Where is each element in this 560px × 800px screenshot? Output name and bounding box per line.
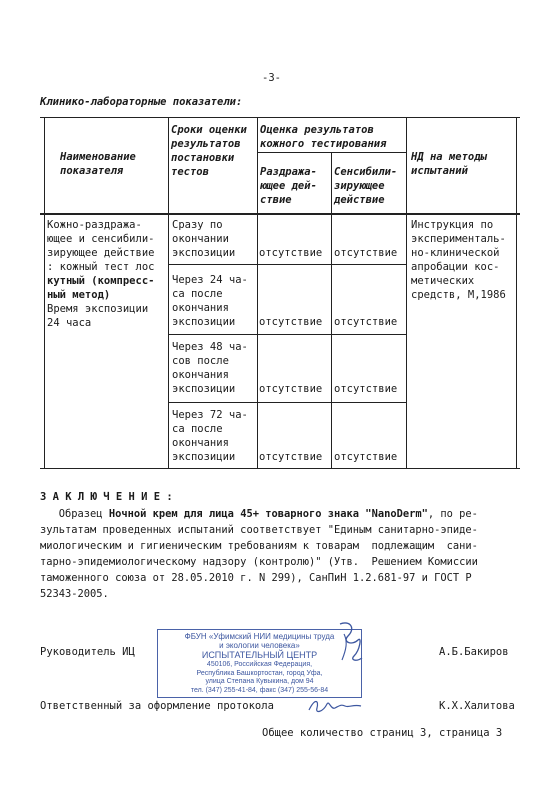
header-timing [171,123,247,179]
conclusion-prefix: Образец [40,508,109,520]
conclusion-suffix: , по ре- [427,508,478,520]
timing-line: окончания [172,437,229,449]
header-timing-line: постановки [171,152,235,164]
indicator-line: Кожно-раздража- [47,219,142,231]
timing-line: са после [172,288,223,300]
indicator-line: зирующее действие [47,247,155,259]
row-3-sensitizing: отсутствие [334,383,398,395]
header-sensitizing-line: Сенсибили- [334,166,398,178]
header-irritant-line: Раздража- [260,166,317,178]
header-irritant-line: ющее дей- [260,180,317,192]
method-doc-cell [411,218,506,302]
timing-line: окончания [172,302,229,314]
row-4-timing [172,408,248,464]
responsible-name: К.Х.Халитова [439,700,515,712]
timing-line: сов после [172,355,229,367]
table-row-line-1 [168,264,406,265]
stamp-line: ФБУН «Уфимский НИИ медицины труда [184,632,335,641]
table-border-right [516,117,517,469]
indicator-line: Время экспозиции [47,303,149,315]
timing-line: Через 48 ча- [172,341,248,353]
row-1-timing [172,218,235,260]
responsible-label: Ответственный за оформление протокола [40,700,274,712]
head-signature [330,616,370,666]
stamp-line: ИСПЫТАТЕЛЬНЫЙ ЦЕНТР [201,650,318,660]
timing-line: Через 24 ча- [172,274,248,286]
table-border-top [40,117,520,118]
header-irritant [260,165,317,207]
stamp-line: Республика Башкортостан, город Уфа, [196,669,323,677]
indicator-line: 24 часа [47,317,92,329]
row-2-sensitizing: отсутствие [334,316,398,328]
method-doc-line: апробации кос- [411,261,500,273]
indicator-line: ющее и сенсибили- [47,233,155,245]
table-row-line-2 [168,334,406,335]
header-timing-line: результатов [171,138,241,150]
header-evaluation [260,123,386,151]
indicator-cell [47,218,154,330]
conclusion-line [40,506,478,522]
timing-line: окончании [172,233,229,245]
responsible-signature [305,694,365,718]
head-label: Руководитель ИЦ [40,646,135,658]
header-evaluation-line: Оценка результатов [260,124,374,136]
table-header-bottom [40,213,520,215]
indicator-line: ный метод) [47,289,111,301]
timing-line: экспозиции [172,451,236,463]
header-name [60,150,136,178]
timing-line: экспозиции [172,247,236,259]
row-1-irritant: отсутствие [259,247,323,259]
conclusion-line: тарно-эпидемиологическому надзору (контролю)" (Утв. Решением Комиссии [40,556,478,568]
row-4-sensitizing: отсутствие [334,451,398,463]
page-count-footer: Общее количество страниц 3, страница 3 [262,727,503,739]
table-row-line-3 [168,402,406,403]
table-border-left [44,117,45,469]
conclusion-line: миологическим и гигиеническим требованиям к товарам подлежащим сани- [40,540,478,552]
timing-line: Через 72 ча- [172,409,248,421]
row-3-timing [172,340,248,396]
conclusion-heading: З А К Л Ю Ч Е Н И Е : [40,491,173,503]
table-col-line-2 [257,117,258,469]
header-timing-line: Сроки оценки [171,124,247,136]
section-title: Клинико-лабораторные показатели: [40,96,243,108]
row-2-timing [172,273,248,329]
header-methods [411,150,487,178]
stamp-line: улица Степана Кувыкина, дом 94 [205,678,314,685]
header-sensitizing-line: зирующее [334,180,385,192]
table-col-line-3 [331,152,332,469]
header-evaluation-line: кожного тестирования [260,138,387,150]
header-sensitizing-line: действие [334,194,385,206]
conclusion-text [40,506,478,602]
header-sensitizing [334,165,397,207]
indicator-line: : кожный тест лос [47,261,155,273]
head-name: А.Б.Бакиров [439,646,509,658]
header-name-line: Наименование [60,151,136,163]
indicator-line: кутный (компресс- [47,275,155,287]
table-border-bottom [40,468,520,469]
product-name: Ночной крем для лица 45+ товарного знака "NanoDerm" [108,508,428,520]
timing-line: экспозиции [172,383,236,395]
conclusion-line: зультатам проведенных испытаний соответствует "Единым санитарно-эпиде- [40,524,478,536]
stamp-line: и экологии человека» [219,641,300,650]
row-3-irritant: отсутствие [259,383,323,395]
table-col-line-4 [406,117,407,469]
timing-line: Сразу по [172,219,223,231]
stamp-line: 450106, Российская Федерация, [206,661,313,668]
row-2-irritant: отсутствие [259,316,323,328]
header-methods-line: испытаний [411,165,468,177]
stamp-line: тел. (347) 255-41-84, факс (347) 255-56-84 [190,686,329,694]
method-doc-line: метических [411,275,475,287]
timing-line: окончания [172,369,229,381]
method-doc-line: но-клинической [411,247,500,259]
timing-line: са после [172,423,223,435]
row-4-irritant: отсутствие [259,451,323,463]
header-name-line: показателя [60,165,124,177]
timing-line: экспозиции [172,316,236,328]
conclusion-line: 52343-2005. [40,588,109,600]
method-doc-line: Инструкция по [411,219,494,231]
method-doc-line: средств, М,1986 [411,289,506,301]
header-methods-line: НД на методы [411,151,487,163]
header-irritant-line: ствие [260,194,292,206]
table-col-line-1 [168,117,169,469]
row-1-sensitizing: отсутствие [334,247,398,259]
method-doc-line: эксперименталь- [411,233,506,245]
page-number: -3- [262,72,281,84]
header-timing-line: тестов [171,166,209,178]
conclusion-line: таможенного союза от 28.05.2010 г. N 299), СанПиН 1.2.681-97 и ГОСТ Р [40,572,472,584]
